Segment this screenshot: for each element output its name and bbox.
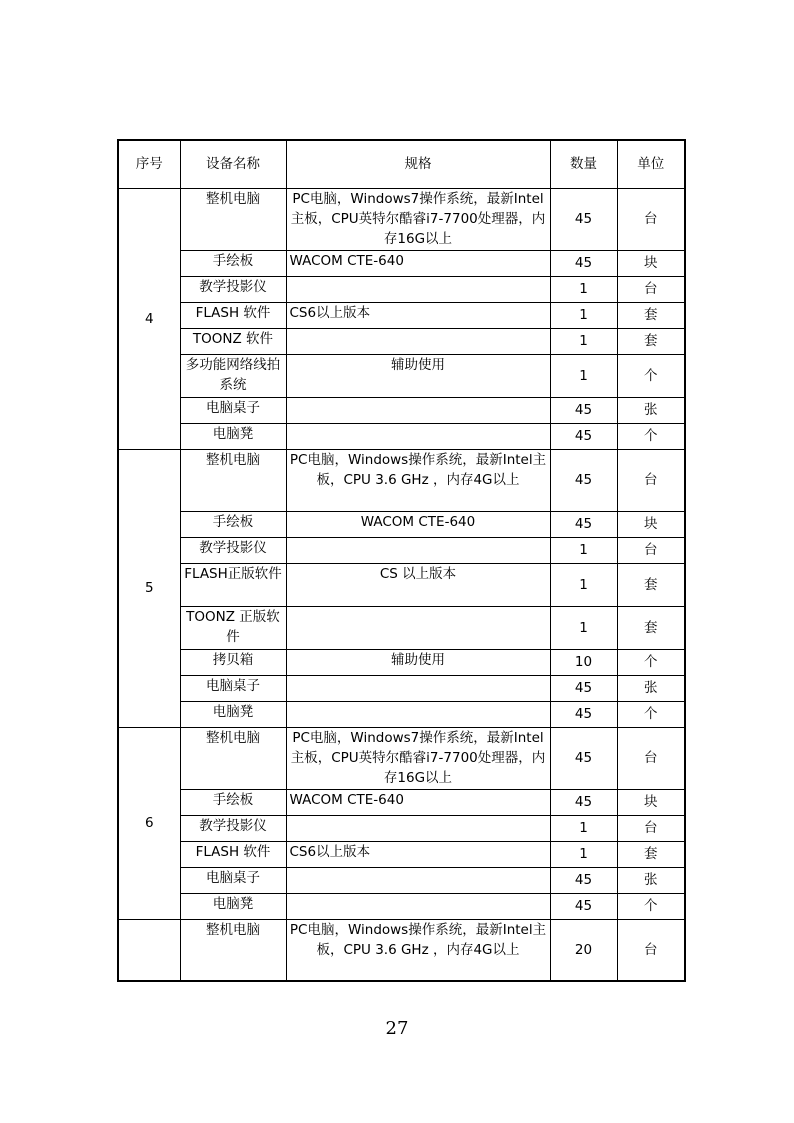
- cell-name: 电脑桌子: [180, 397, 286, 423]
- cell-name: 手绘板: [180, 511, 286, 537]
- cell-spec: [286, 397, 550, 423]
- table-row: [118, 449, 685, 511]
- table-row: [118, 511, 685, 537]
- cell-name: 整机电脑: [180, 919, 286, 981]
- cell-name: FLASH正版软件: [180, 563, 286, 606]
- cell-qty: 1: [550, 563, 617, 606]
- cell-spec: [286, 815, 550, 841]
- cell-name: 手绘板: [180, 789, 286, 815]
- cell-unit: 套: [617, 328, 685, 354]
- cell-qty: 45: [550, 789, 617, 815]
- cell-name: TOONZ 正版软件: [180, 606, 286, 649]
- cell-name: FLASH 软件: [180, 841, 286, 867]
- cell-qty: 20: [550, 919, 617, 981]
- cell-qty: 45: [550, 188, 617, 250]
- table-row: [118, 789, 685, 815]
- cell-qty: 10: [550, 649, 617, 675]
- table-row: [118, 649, 685, 675]
- cell-name: 电脑桌子: [180, 675, 286, 701]
- cell-spec: CS 以上版本: [286, 563, 550, 606]
- table-row: [118, 276, 685, 302]
- cell-spec: [286, 675, 550, 701]
- cell-qty: 1: [550, 841, 617, 867]
- header-spec: 规格: [286, 140, 550, 188]
- cell-spec: [286, 606, 550, 649]
- cell-unit: 个: [617, 649, 685, 675]
- cell-name: FLASH 软件: [180, 302, 286, 328]
- cell-unit: 块: [617, 511, 685, 537]
- table-row: [118, 188, 685, 250]
- cell-qty: 1: [550, 276, 617, 302]
- cell-spec: [286, 423, 550, 449]
- header-seq: 序号: [118, 140, 180, 188]
- cell-qty: 45: [550, 397, 617, 423]
- cell-spec: [286, 537, 550, 563]
- cell-spec: 辅助使用: [286, 649, 550, 675]
- cell-qty: 45: [550, 727, 617, 789]
- cell-name: 拷贝箱: [180, 649, 286, 675]
- cell-spec: [286, 867, 550, 893]
- table-row: [118, 606, 685, 649]
- table-row: [118, 841, 685, 867]
- table-row: [118, 302, 685, 328]
- table-row: [118, 397, 685, 423]
- cell-unit: 个: [617, 354, 685, 397]
- cell-unit: 个: [617, 701, 685, 727]
- cell-name: 电脑凳: [180, 701, 286, 727]
- cell-name: 手绘板: [180, 250, 286, 276]
- table-row: [118, 354, 685, 397]
- cell-spec: [286, 328, 550, 354]
- cell-unit: 套: [617, 841, 685, 867]
- cell-unit: 块: [617, 250, 685, 276]
- cell-unit: 台: [617, 919, 685, 981]
- cell-name: 电脑桌子: [180, 867, 286, 893]
- header-unit: 单位: [617, 140, 685, 188]
- cell-spec: [286, 893, 550, 919]
- cell-spec: WACOM CTE-640: [286, 250, 550, 276]
- table-header-row: [118, 140, 685, 188]
- cell-qty: 45: [550, 867, 617, 893]
- cell-name: TOONZ 软件: [180, 328, 286, 354]
- cell-name: 教学投影仪: [180, 815, 286, 841]
- cell-unit: 台: [617, 449, 685, 511]
- cell-unit: 台: [617, 276, 685, 302]
- cell-spec: PC电脑，Windows7操作系统，最新Intel主板，CPU英特尔酷睿i7-7700处理器，内存16G以上: [286, 727, 550, 789]
- cell-qty: 1: [550, 606, 617, 649]
- cell-qty: 1: [550, 354, 617, 397]
- cell-spec: PC电脑，Windows7操作系统，最新Intel主板，CPU英特尔酷睿i7-7700处理器，内存16G以上: [286, 188, 550, 250]
- cell-unit: 套: [617, 606, 685, 649]
- cell-name: 教学投影仪: [180, 276, 286, 302]
- header-qty: 数量: [550, 140, 617, 188]
- cell-spec: WACOM CTE-640: [286, 511, 550, 537]
- cell-unit: 台: [617, 537, 685, 563]
- cell-spec: PC电脑，Windows操作系统，最新Intel主板，CPU 3.6 GHz ，内存4G以上: [286, 449, 550, 511]
- cell-spec: WACOM CTE-640: [286, 789, 550, 815]
- cell-qty: 45: [550, 423, 617, 449]
- cell-qty: 45: [550, 449, 617, 511]
- cell-name: 多功能网络线拍系统: [180, 354, 286, 397]
- table-row: [118, 675, 685, 701]
- cell-name: 教学投影仪: [180, 537, 286, 563]
- cell-qty: 45: [550, 250, 617, 276]
- cell-unit: 张: [617, 675, 685, 701]
- table-row: [118, 563, 685, 606]
- table-row: [118, 328, 685, 354]
- cell-spec: PC电脑，Windows操作系统，最新Intel主板，CPU 3.6 GHz ，内存4G以上: [286, 919, 550, 981]
- cell-name: 电脑凳: [180, 423, 286, 449]
- cell-unit: 张: [617, 397, 685, 423]
- cell-qty: 1: [550, 537, 617, 563]
- cell-unit: 套: [617, 563, 685, 606]
- table-row: [118, 727, 685, 789]
- table-row: [118, 815, 685, 841]
- cell-qty: 1: [550, 328, 617, 354]
- table-row: [118, 701, 685, 727]
- page-number: 27: [385, 1018, 409, 1039]
- cell-unit: 台: [617, 727, 685, 789]
- cell-unit: 台: [617, 815, 685, 841]
- cell-name: 整机电脑: [180, 727, 286, 789]
- cell-unit: 个: [617, 423, 685, 449]
- cell-unit: 块: [617, 789, 685, 815]
- header-name: 设备名称: [180, 140, 286, 188]
- cell-name: 整机电脑: [180, 449, 286, 511]
- cell-seq: 6: [118, 727, 180, 919]
- cell-seq: 5: [118, 449, 180, 727]
- cell-qty: 45: [550, 701, 617, 727]
- cell-seq: [118, 919, 180, 981]
- cell-unit: 张: [617, 867, 685, 893]
- cell-seq: 4: [118, 188, 180, 449]
- cell-spec: 辅助使用: [286, 354, 550, 397]
- cell-qty: 45: [550, 511, 617, 537]
- cell-qty: 45: [550, 893, 617, 919]
- table-row: [118, 537, 685, 563]
- cell-qty: 1: [550, 302, 617, 328]
- equipment-table: [117, 139, 686, 982]
- cell-name: 电脑凳: [180, 893, 286, 919]
- cell-spec: CS6以上版本: [286, 841, 550, 867]
- cell-unit: 个: [617, 893, 685, 919]
- cell-spec: [286, 701, 550, 727]
- cell-spec: CS6以上版本: [286, 302, 550, 328]
- table-row: [118, 867, 685, 893]
- cell-unit: 台: [617, 188, 685, 250]
- table-row: [118, 893, 685, 919]
- table-row: [118, 250, 685, 276]
- table-row: [118, 423, 685, 449]
- table-row: [118, 919, 685, 981]
- cell-qty: 45: [550, 675, 617, 701]
- cell-spec: [286, 276, 550, 302]
- cell-unit: 套: [617, 302, 685, 328]
- cell-name: 整机电脑: [180, 188, 286, 250]
- table-body: [118, 188, 685, 981]
- cell-qty: 1: [550, 815, 617, 841]
